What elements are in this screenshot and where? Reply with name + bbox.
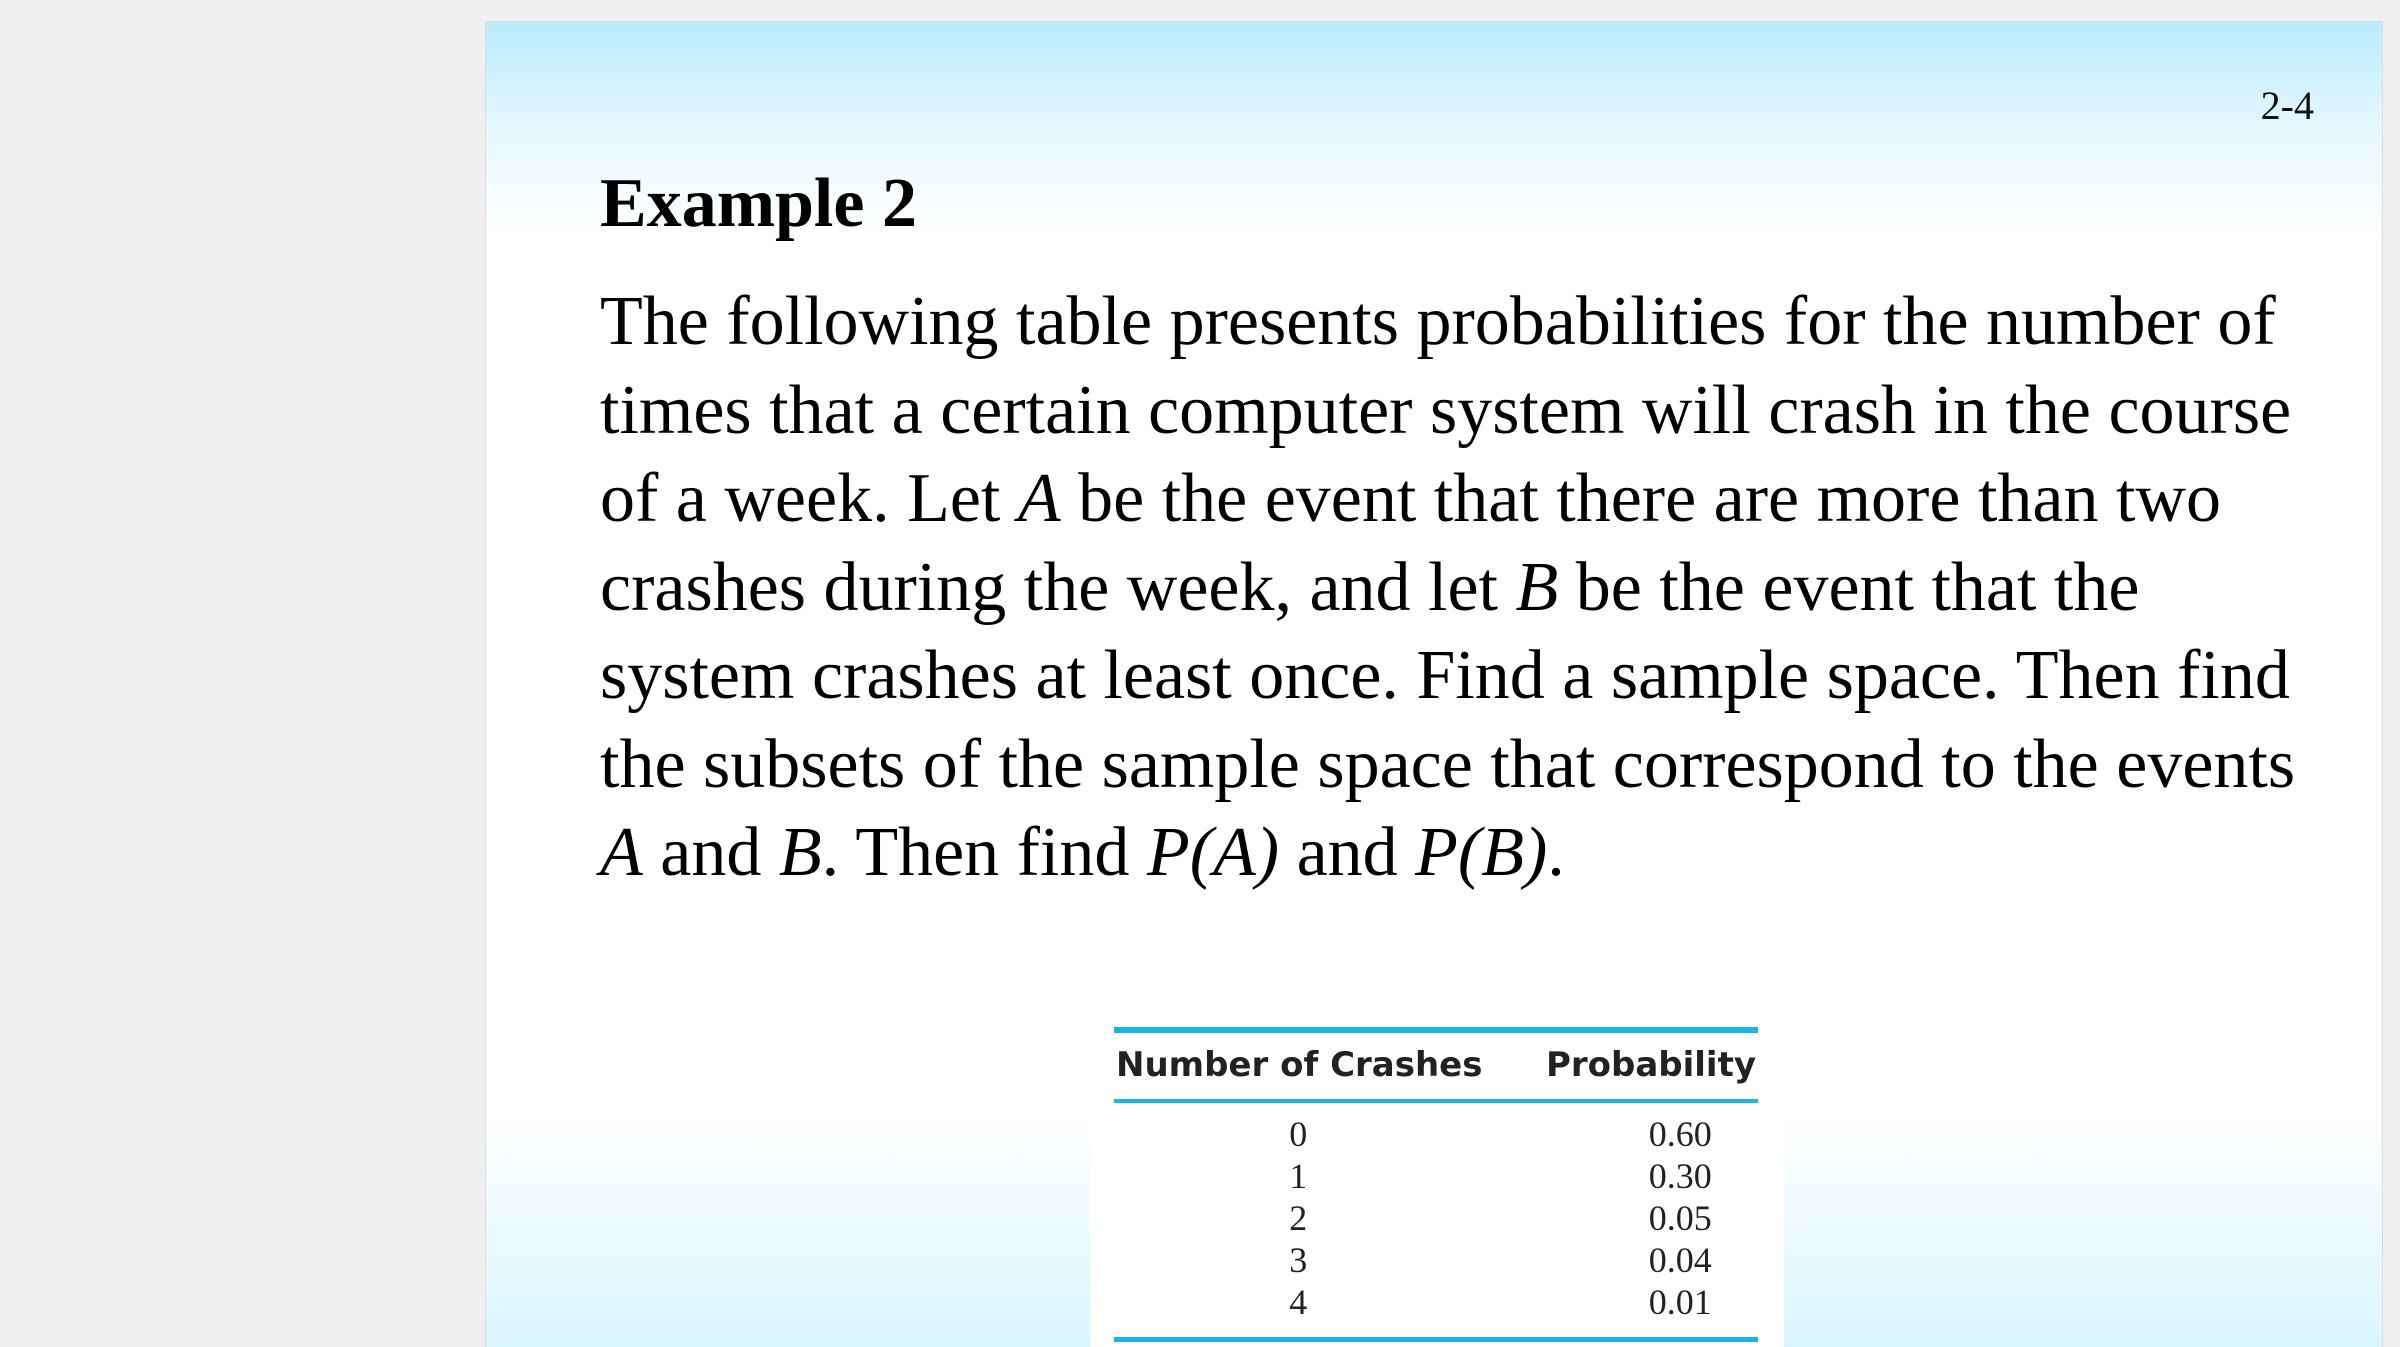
text-segment: be the event that there are more than two crashes during the week, and let — [600, 460, 2221, 626]
text-segment: be the event that the system crashes at least once. Find a sample space. Then find the subsets of the sample space that correspond to the events — [600, 548, 2296, 803]
problem-statement — [600, 278, 2300, 898]
table-panel — [1090, 1007, 1784, 1347]
event-b-variable: B — [1515, 548, 1559, 626]
table-row — [1114, 1239, 1758, 1281]
text-segment: . Then find — [821, 814, 1147, 891]
table-row — [1114, 1281, 1758, 1340]
table-header-row — [1114, 1030, 1758, 1101]
slide-page — [485, 21, 2383, 1347]
cell-crashes: 2 — [1289, 1198, 1308, 1238]
cell-crashes: 4 — [1114, 1281, 1482, 1340]
cell-crashes: 1 — [1289, 1156, 1308, 1196]
slide-title: Example 2 — [600, 165, 917, 242]
text-segment: . — [1547, 814, 1565, 891]
table-row — [1114, 1155, 1758, 1197]
event-a-variable: A — [600, 814, 643, 891]
probability-a-expression: P(A) — [1146, 814, 1280, 891]
cell-probability: 0.04 — [1648, 1240, 1712, 1280]
event-a-variable: A — [1017, 460, 1061, 537]
cell-crashes: 0 — [1289, 1114, 1308, 1154]
text-segment: and — [1279, 814, 1416, 891]
cell-crashes: 3 — [1289, 1240, 1308, 1280]
text-segment: and — [642, 814, 779, 891]
cell-probability: 0.30 — [1648, 1156, 1712, 1196]
cell-probability: 0.60 — [1648, 1114, 1712, 1154]
probability-b-expression: P(B) — [1415, 814, 1548, 891]
table-row — [1114, 1197, 1758, 1239]
column-header-crashes: Number of Crashes — [1114, 1030, 1482, 1101]
crash-probability-table — [1114, 1027, 1758, 1342]
column-header-probability: Probability — [1482, 1030, 1758, 1101]
text-segment: The following table presents probabilities for the number of times that a certain computer system will crash in the course of a week. Let — [600, 283, 2292, 537]
event-b-variable: B — [778, 814, 822, 891]
cell-probability: 0.01 — [1482, 1281, 1758, 1340]
table-row — [1114, 1101, 1758, 1155]
cell-probability: 0.05 — [1648, 1198, 1712, 1238]
page-number: 2-4 — [2260, 83, 2314, 128]
